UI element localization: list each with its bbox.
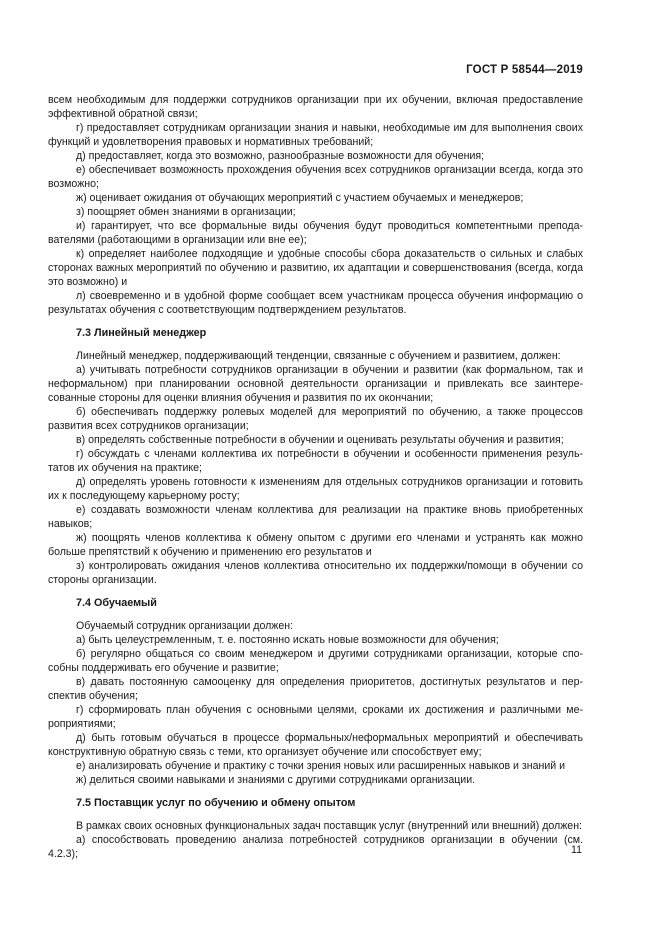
list-item: к) определяет наиболее подходящие и удобные способы сбора доказательств о сильных и слабых сторонах важных мероприятий по обучению и развитию, их адаптации и совершенствования (всегда, когда это возможно) и	[48, 248, 583, 288]
list-item: г) сформировать план обучения с основными целями, сроками их достижения и различными мероприятиями;	[48, 704, 583, 730]
list-item: ж) делиться своими навыками и знаниями с другими сотрудниками организации.	[76, 774, 476, 786]
list-item: е) создавать возможности членам коллектива для реализации на практике вновь приобретенных навыков;	[48, 504, 583, 530]
list-item: ж) оценивает ожидания от обучающих мероприятий с участием обучаемых и менеджеров;	[76, 192, 524, 204]
list-item: и) гарантирует, что все формальные виды обучения будут проводиться компетентными преподавателями (работающими в организации или вне ее);	[48, 220, 583, 246]
list-item: а) учитывать потребности сотрудников организации в обучении и развитии (как формальном, так и неформальном) при планировании основной деятельности организации и привлекать все заинтересованные стороны для оценки влияния обучения и развития по их окончании;	[48, 364, 583, 404]
list-item: г) обсуждать с членами коллектива их потребности в обучении и особенности применения результатов их обучения на практике;	[48, 448, 583, 474]
paragraph: всем необходимым для поддержки сотрудников организации при их обучении, включая предоставление эффективной обратной связи;	[48, 94, 583, 120]
page-number: 11	[571, 844, 582, 856]
section-heading-7-4: 7.4 Обучаемый	[76, 597, 157, 609]
section-heading-7-5: 7.5 Поставщик услуг по обучению и обмену опытом	[76, 797, 356, 809]
list-item: з) поощряет обмен знаниями в организации;	[76, 206, 296, 218]
list-item: в) определять собственные потребности в обучении и оценивать результаты обучения и развития;	[76, 434, 564, 446]
list-item: д) определять уровень готовности к изменениям для отдельных сотрудников организации и готовить их к последующему карьерному росту;	[48, 476, 583, 502]
list-item: в) давать постоянную самооценку для определения приоритетов, достигнутых результатов и перспектив обучения;	[48, 676, 583, 702]
list-item: е) обеспечивает возможность прохождения обучения всех сотрудников организации всегда, когда это возможно;	[48, 164, 583, 190]
list-item: д) предоставляет, когда это возможно, разнообразные возможности для обучения;	[76, 150, 485, 162]
list-item: г) предоставляет сотрудникам организации знания и навыки, необходимые им для выполнения своих функций и удовлетворения правовых и нормативных требований;	[48, 122, 583, 148]
page-content	[48, 93, 583, 861]
list-item: е) анализировать обучение и практику с точки зрения новых или расширенных навыков и знаний и	[76, 760, 566, 772]
list-item: л) своевременно и в удобной форме сообщает всем участникам процесса обучения информацию о результатах обучения с соответствующим подтверждением результатов.	[48, 290, 583, 316]
document-id-header: ГОСТ Р 58544—2019	[466, 64, 583, 76]
list-item: а) быть целеустремленным, т. е. постоянно искать новые возможности для обучения;	[76, 634, 499, 646]
list-item: б) регулярно общаться со своим менеджером и другими сотрудниками организации, которые способны поддерживать его обучение и развитие;	[48, 648, 583, 674]
section-heading-7-3: 7.3 Линейный менеджер	[76, 327, 207, 339]
list-item: ж) поощрять членов коллектива к обмену опытом с другими его членами и устранять как можно больше препятствий к обучению и применению его результатов и	[48, 532, 583, 558]
paragraph: В рамках своих основных функциональных задач поставщик услуг (внутренний или внешний) должен:	[76, 820, 582, 832]
paragraph: Обучаемый сотрудник организации должен:	[76, 620, 294, 632]
list-item: з) контролировать ожидания членов коллектива относительно их поддержки/помощи в обучении со стороны организации.	[48, 560, 583, 586]
paragraph: Линейный менеджер, поддерживающий тенденции, связанные с обучением и развитием, должен:	[76, 350, 561, 362]
list-item: б) обеспечивать поддержку ролевых моделей для мероприятий по обучению, а также процессов развития всех сотрудников организации;	[48, 406, 583, 432]
list-item: а) способствовать проведению анализа потребностей сотрудников организации в обучении (см. 4.2.3);	[48, 834, 583, 860]
list-item: д) быть готовым обучаться в процессе формальных/неформальных мероприятий и обеспечивать конструктивную обратную связь с теми, кто организует обучение или способствует ему;	[48, 732, 583, 758]
